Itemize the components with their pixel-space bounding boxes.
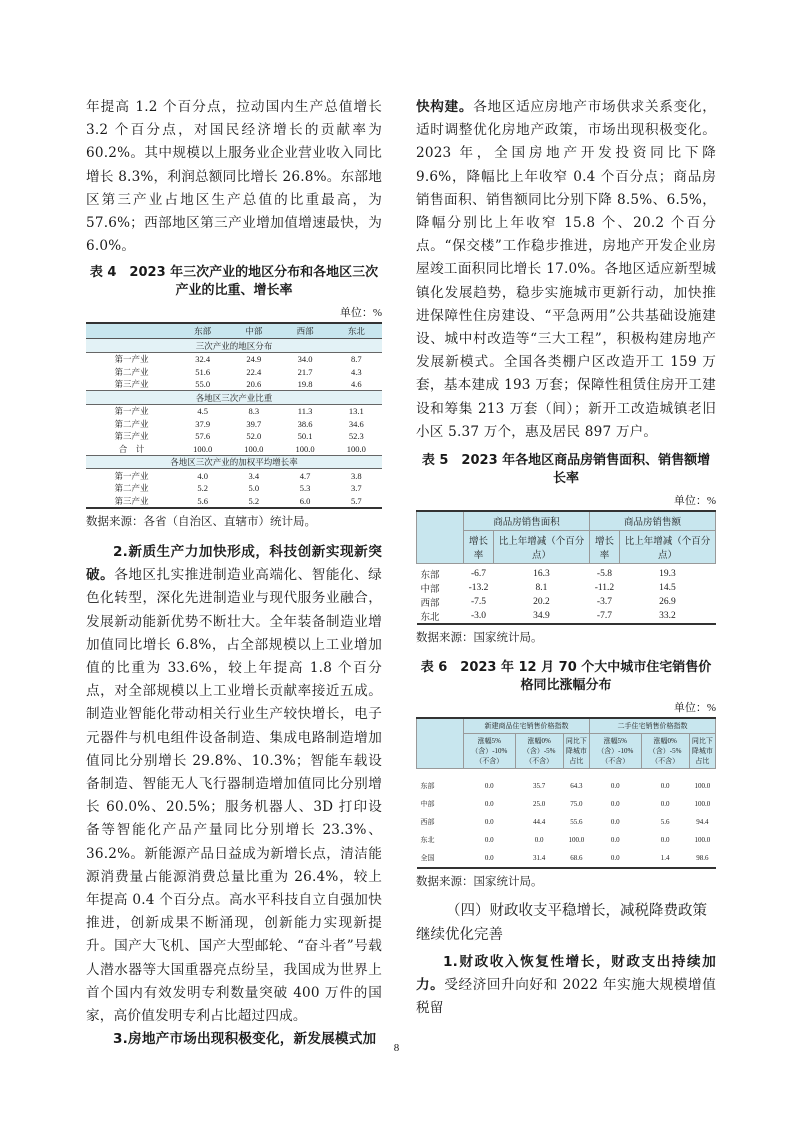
cell: -5.8 [596,569,612,580]
row-label: 第二产业 [114,366,149,377]
table-row [86,404,382,417]
right-column [416,96,716,1021]
cell: 0.0 [660,836,670,845]
cell: -11.2 [594,583,615,594]
table-row [86,442,382,455]
paragraph-new-productivity [86,541,382,1028]
cell: 0.0 [610,800,620,809]
cell: 68.6 [563,849,589,868]
cell: 20.2 [533,597,550,608]
cell: 5.6 [177,494,228,508]
table5-corner [417,511,464,564]
table-row [417,795,716,813]
table6-sub-header: 涨幅0%（含）-5%（不含） [641,734,689,769]
cell: 35.7 [533,782,546,791]
cell: 0.0 [610,782,620,791]
cell: 39.7 [246,418,262,429]
table5-sub-header: 增长率 [464,531,494,564]
table-row [86,352,382,365]
table-row [417,581,716,595]
cell: 51.6 [195,366,211,377]
row-label: 西部 [420,599,440,610]
page-number: 8 [393,1042,400,1054]
table5-group-sales: 商品房销售额 [590,511,716,531]
paragraph-heading: 2.新质生产力加快形成，科技创新实现新突破。 [86,543,382,584]
table6-source: 数据来源：国家统计局。 [416,876,543,889]
table5-group-area: 商品房销售面积 [464,511,590,531]
row-label: 第一产业 [114,470,149,481]
cell: 64.3 [570,782,583,791]
cell: 20.6 [246,379,262,390]
cell: 0.0 [484,800,494,809]
cell: 5.0 [248,483,260,494]
cell: 5.2 [228,494,279,508]
table6-caption: 表 6 2023 年 12 月 70 个大中城市住宅销售价格同比涨幅分布 [420,660,712,694]
cell: 52.0 [246,431,262,442]
row-label: 第三产业 [114,431,149,442]
row-label: 中部 [420,585,440,596]
cell: 11.3 [297,406,313,417]
cell: 32.4 [195,354,211,365]
table-row [86,417,382,430]
paragraph-real-estate [416,96,716,444]
paragraph-fiscal [416,951,716,1021]
table-row [86,378,382,391]
cell: -7.7 [590,609,620,624]
cell: 24.9 [246,354,262,365]
cell: 98.6 [689,849,715,868]
row-label: 第三产业 [86,494,177,508]
cell: 21.7 [297,366,313,377]
table6 [416,717,716,869]
row-label: 东北 [420,836,435,845]
paragraph-text: 各地区适应房地产市场供求关系变化，适时调整优化房地产政策，市场出现积极变化。2023 年，全国房地产开发投资同比下降 9.6%，降幅比上年收窄 0.4 个百分点；商品房销售面积、销售额同比分别下降 8.5%、6.5%，降幅分别比上年收窄 15.8 个、20.2 个百分点。“保交楼”工作稳步推进，房地产开发企业房屋竣工面积同比增长 17.0%。各地区适应新型城镇化发展趋势，稳步实施城市更新行动，加快推进保障性住房建设、“平急两用”公共基础设施建设、城中村改造等“三大工程”，积极构建房地产发展新模式。全国各类棚户区改造开工 159 万套，基本建成 193 万套；保障性租赁住房开工建设和筹集 213 万套（间）；新开工改造城镇老旧小区 5.37 万个，惠及居民 897 万户。 [416,99,716,440]
table-row [86,469,382,482]
cell: 100.0 [193,443,213,454]
table4-col-1: 东部 [177,323,228,339]
left-column [86,96,382,1051]
cell: 13.1 [348,406,364,417]
table4-col-4: 东北 [331,323,382,339]
row-label: 合 计 [118,443,145,454]
cell: 0.0 [610,836,620,845]
table4-col-3: 西部 [279,323,330,339]
paragraph-text: 各地区扎实推进制造业高端化、智能化、绿色化转型，深化先进制造业与现代服务业融合，发展新动能新优势不断壮大。全年装备制造业增加值同比增长 6.8%，占全部规模以上工业增加值的比重为 33.6%，较上年提高 1.8 个百分点，对全部规模以上工业增长贡献率接近五成。制造业智能化带动相关行业生产较快增长，电子元器件与机电组件设备制造、集成电路制造增加值同比分别增长 29.8%、10.3%；智能车载设备制造、智能无人飞行器制造增加值同比分别增长 60.0%、20.5%；服务机器人、3D 打印设备等智能化产品产量同比分别增长 23.3%、36.2%。新能源产品日益成为新增长点，清洁能源消费量占能源消费总量比重为 26.4%，较上年提高 0.4 个百分点。高水平科技自立自强加快推进，创新成果不断涌现，创新能力实现新提升。国产大飞机、国产大型邮轮、“奋斗者”号载人潜水器等大国重器亮点纷呈，我国成为世界上首个国内有效发明专利数量突破 400 万件的国家，高价值发明专利占比超过四成。 [86,567,382,1024]
paragraph-tertiary-industry: 年提高 1.2 个百分点，拉动国内生产总值增长 3.2 个百分点，对国民经济增长的贡献率为 60.2%。其中规模以上服务业企业营业收入同比增长 8.3%，利润总额同比增长 26.8%。东部地区第三产业占地区生产总值的比重最高，为 57.6%；西部地区第三产业增加值增速最快，为 6.0%。 [86,99,382,255]
table-row [86,430,382,443]
cell: -3.0 [464,609,494,624]
cell: 100.0 [568,836,585,845]
cell: 34.0 [297,354,313,365]
cell: 16.3 [533,569,550,580]
table6-sub-header: 涨幅5%（含）-10%（不含） [589,734,641,769]
table4-section-title: 各地区三次产业比重 [86,391,382,405]
table5-sub-header: 比上年增减（个百分点） [619,531,715,564]
table-row [86,494,382,508]
cell: 25.0 [533,800,546,809]
row-label: 第三产业 [114,379,149,390]
table-row [86,482,382,495]
cell: 8.3 [248,406,260,417]
cell: 0.0 [464,849,516,868]
paragraph-heading: 1.财政收入恢复性增长，财政支出持续加力。 [416,954,716,994]
cell: 0.0 [534,836,544,845]
table6-sub-header: 同比下降城市占比 [689,734,715,769]
cell: 4.7 [299,470,311,481]
cell: 14.5 [659,583,676,594]
table6-group-new: 新建商品住宅销售价格指数 [464,718,590,734]
cell: 8.7 [351,354,362,365]
table6-sub-header: 同比下降城市占比 [563,734,589,769]
cell: 3.8 [351,470,362,481]
table-row [417,609,716,624]
cell: 33.2 [619,609,715,624]
table4-caption: 表 4 2023 年三次产业的地区分布和各地区三次产业的比重、增长率 [89,265,379,299]
table4-section-title: 各地区三次产业的加权平均增长率 [86,455,382,469]
cell: 100.0 [694,782,711,791]
table6-unit: 单位：% [673,702,716,715]
cell: 19.8 [297,379,313,390]
cell: 52.3 [348,431,364,442]
cell: -7.5 [470,597,486,608]
cell: 0.0 [484,782,494,791]
cell: 37.9 [195,418,211,429]
cell: 3.7 [351,483,362,494]
cell: 19.3 [659,569,676,580]
table-row [86,365,382,378]
table6-sub-header: 涨幅0%（含）-5%（不含） [515,734,563,769]
cell: 26.9 [659,597,676,608]
table-row [417,769,716,796]
cell: 75.0 [570,800,583,809]
table4-section-title: 三次产业的地区分布 [86,339,382,353]
cell: 57.6 [195,431,211,442]
row-label: 第二产业 [114,483,149,494]
cell: 0.0 [484,836,494,845]
table-row [417,564,716,582]
table5-caption: 表 5 2023 年各地区商品房销售面积、销售额增长率 [421,453,711,487]
cell: 5.6 [660,818,670,827]
table4-col-0 [86,323,177,339]
table5 [416,510,716,625]
cell: 94.4 [696,818,709,827]
table-row [417,595,716,609]
cell: 0.0 [610,818,620,827]
cell: 22.4 [246,366,262,377]
cell: 34.6 [348,418,364,429]
cell: 8.1 [535,583,548,594]
table4-source: 数据来源：各省（自治区、直辖市）统计局。 [86,515,316,528]
paragraph-heading: 3.房地产市场出现积极变化，新发展模式加 [113,1031,377,1048]
cell: 31.4 [515,849,563,868]
cell: 5.2 [197,483,208,494]
section-heading-fiscal: （四）财政收支平稳增长，减税降费政策继续优化完善 [416,903,707,944]
cell: 5.7 [331,494,382,508]
table6-sub-header: 涨幅5%（含）-10%（不含） [464,734,516,769]
paragraph-heading: 快构建。 [416,99,474,115]
row-label: 东北 [417,609,464,624]
row-label: 第一产业 [114,354,149,365]
cell: -13.2 [468,583,489,594]
row-label: 中部 [420,800,435,809]
table-row [417,849,716,868]
cell: 100.0 [244,443,264,454]
cell: 50.1 [297,431,313,442]
row-label: 第二产业 [114,418,149,429]
row-label: 全国 [417,849,464,868]
cell: 0.0 [484,818,494,827]
cell: 4.6 [351,379,362,390]
table4-col-2: 中部 [228,323,279,339]
cell: 100.0 [346,443,366,454]
cell: 44.4 [533,818,546,827]
cell: 4.3 [351,366,362,377]
row-label: 东部 [420,571,440,582]
table5-sub-header: 比上年增减（个百分点） [493,531,589,564]
cell: 34.9 [493,609,589,624]
cell: 55.6 [570,818,583,827]
row-label: 西部 [420,818,435,827]
cell: 0.0 [660,800,670,809]
table-row [417,831,716,849]
cell: 100.0 [694,836,711,845]
table5-source: 数据来源：国家统计局。 [416,632,543,645]
cell: 3.4 [248,470,260,481]
table5-sub-header: 增长率 [590,531,620,564]
table6-corner [417,718,464,769]
cell: 100.0 [295,443,315,454]
cell: 1.4 [641,849,689,868]
table6-group-used: 二手住宅销售价格指数 [589,718,715,734]
cell: 4.5 [197,406,208,417]
cell: -3.7 [596,597,612,608]
table5-unit: 单位：% [673,495,716,508]
row-label: 第一产业 [114,406,149,417]
paragraph-text: 受经济回升向好和 2022 年实施大规模增值税留 [416,977,716,1017]
table-row [417,813,716,831]
cell: 4.0 [197,470,208,481]
cell: 38.6 [297,418,313,429]
cell: 0.0 [589,849,641,868]
table4 [86,322,382,509]
table4-unit: 单位：% [339,307,382,320]
row-label: 东部 [420,782,435,791]
cell: 55.0 [195,379,211,390]
cell: 5.3 [299,483,311,494]
cell: 0.0 [660,782,670,791]
cell: -6.7 [470,569,486,580]
cell: 6.0 [279,494,330,508]
cell: 100.0 [694,800,711,809]
